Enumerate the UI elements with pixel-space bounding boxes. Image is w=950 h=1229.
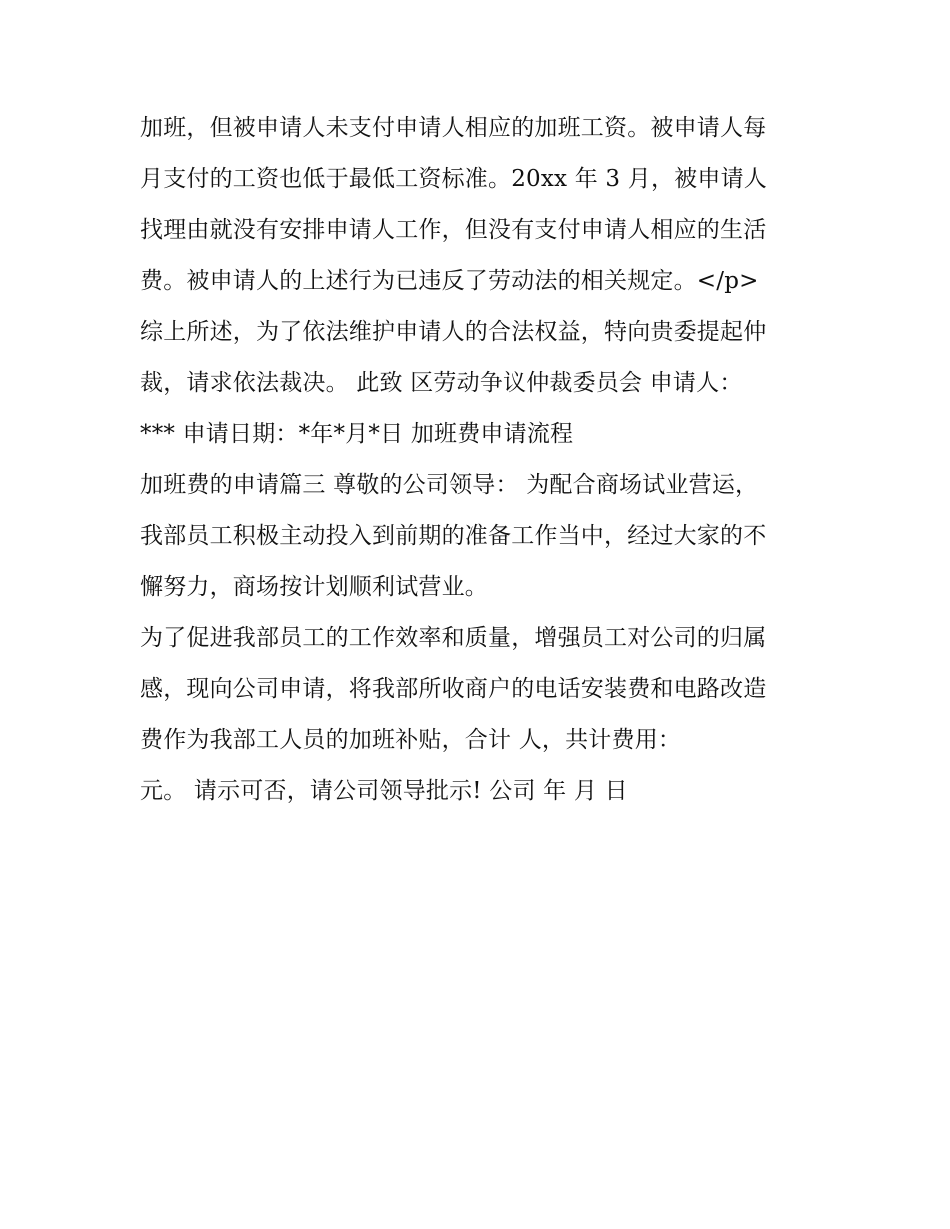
text-line: 感，现向公司申请，将我部所收商户的电话安装费和电路改造	[140, 676, 767, 702]
text-line: 我部员工积极主动投入到前期的准备工作当中，经过大家的不	[140, 523, 767, 549]
text-line: 找理由就没有安排申请人工作，但没有支付申请人相应的生活	[140, 217, 767, 243]
text-line: 裁，请求依法裁决。 此致 区劳动争议仲裁委员会 申请人：	[140, 370, 743, 396]
text-line: 元。 请示可否，请公司领导批示! 公司 年 月 日	[140, 778, 628, 804]
text-line: 懈努力，商场按计划顺利试营业。	[140, 574, 488, 600]
document-body	[140, 108, 820, 822]
text-line: 费。被申请人的上述行为已违反了劳动法的相关规定。</p>	[140, 268, 759, 294]
text-line: *** 申请日期：*年*月*日 加班费申请流程	[140, 421, 574, 447]
text-line: 综上所述，为了依法维护申请人的合法权益，特向贵委提起仲	[140, 319, 767, 345]
text-line: 费作为我部工人员的加班补贴，合计 人，共计费用：	[140, 727, 682, 753]
text-line: 加班费的申请篇三 尊敬的公司领导： 为配合商场试业营运，	[140, 472, 759, 498]
text-line: 为了促进我部员工的工作效率和质量，增强员工对公司的归属	[140, 625, 767, 651]
text-line: 月支付的工资也低于最低工资标准。20xx 年 3 月，被申请人	[140, 166, 767, 192]
text-line: 加班，但被申请人未支付申请人相应的加班工资。被申请人每	[140, 115, 767, 141]
